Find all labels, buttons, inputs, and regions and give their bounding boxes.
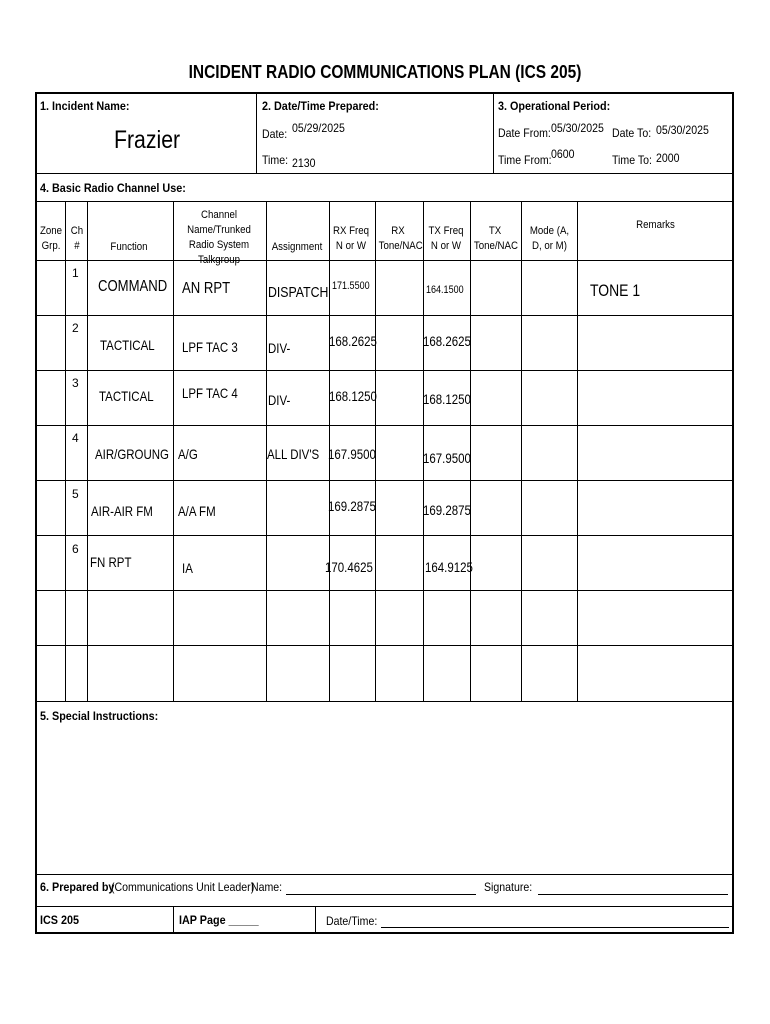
- col-header-zone: Zone Grp.: [39, 225, 63, 252]
- incident-name-label: 1. Incident Name:: [40, 99, 130, 113]
- rule-table-top: [35, 201, 734, 202]
- col-header-mode: Mode (A, D, or M): [529, 225, 570, 252]
- radio-channel-use-label: 4. Basic Radio Channel Use:: [40, 181, 186, 195]
- signature-field[interactable]: [538, 894, 728, 895]
- row-divider: [35, 480, 734, 481]
- time-value[interactable]: 2130: [292, 156, 316, 170]
- row-3-tx-freq[interactable]: 168.1250: [423, 391, 471, 407]
- col-divider: [65, 201, 66, 701]
- row-3-ch: 3: [72, 376, 79, 390]
- row-2-assignment[interactable]: DIV-: [268, 340, 291, 356]
- col-header-channel: Channel Name/Trunked Radio System Talkgroup: [187, 209, 251, 266]
- row-4-channel[interactable]: A/G: [178, 446, 198, 462]
- row-4-tx-freq[interactable]: 167.9500: [423, 450, 471, 466]
- footer-divider-2: [315, 906, 316, 933]
- col-divider: [87, 201, 88, 701]
- row-2-channel[interactable]: LPF TAC 3: [182, 339, 238, 355]
- row-1-tx-freq[interactable]: 164.1500: [426, 284, 464, 296]
- col-divider: [577, 201, 578, 701]
- row-3-channel[interactable]: LPF TAC 4: [182, 385, 238, 401]
- row-4-assignment[interactable]: ALL DIV'S: [267, 446, 320, 462]
- col-header-rx-tone: RX Tone/NAC: [378, 225, 423, 252]
- row-divider: [35, 425, 734, 426]
- rule-table-bottom: [35, 701, 734, 702]
- footer-divider-1: [173, 906, 174, 933]
- prepared-by-role: (Communications Unit Leader): [111, 880, 255, 894]
- row-3-rx-freq[interactable]: 168.1250: [329, 388, 377, 404]
- rule-before-prepared: [35, 874, 734, 875]
- row-5-channel[interactable]: A/A FM: [178, 503, 216, 519]
- special-instructions-label: 5. Special Instructions:: [40, 709, 159, 723]
- row-6-rx-freq[interactable]: 170.4625: [325, 559, 373, 575]
- date-to-value[interactable]: 05/30/2025: [656, 123, 709, 137]
- col-header-tx-freq: TX Freq N or W: [428, 225, 464, 252]
- row-1-ch: 1: [72, 266, 79, 280]
- row-1-remarks[interactable]: TONE 1: [590, 281, 641, 300]
- row-6-function[interactable]: FN RPT: [90, 554, 132, 570]
- row-1-function[interactable]: COMMAND: [98, 278, 168, 295]
- form-title: INCIDENT RADIO COMMUNICATIONS PLAN (ICS 205): [188, 62, 582, 82]
- row-6-tx-freq[interactable]: 164.9125: [425, 559, 473, 575]
- col-header-remarks: Remarks: [636, 219, 675, 231]
- incident-name-value[interactable]: Frazier: [114, 126, 181, 154]
- col-divider: [173, 201, 174, 701]
- col-header-function: Function: [110, 241, 148, 253]
- row-5-ch: 5: [72, 487, 79, 501]
- time-to-value[interactable]: 2000: [656, 151, 680, 165]
- name-label: Name:: [251, 880, 283, 894]
- prepared-by-label: 6. Prepared by: [40, 880, 115, 894]
- row-5-rx-freq[interactable]: 169.2875: [328, 498, 376, 514]
- date-from-label: Date From:: [498, 126, 551, 140]
- row-4-rx-freq[interactable]: 167.9500: [328, 446, 376, 462]
- rule-header-bottom: [35, 260, 734, 261]
- row-5-function[interactable]: AIR-AIR FM: [91, 503, 153, 519]
- row-2-tx-freq[interactable]: 168.2625: [423, 333, 471, 349]
- date-from-value[interactable]: 05/30/2025: [551, 121, 604, 135]
- rule-before-footer: [35, 906, 734, 907]
- date-time-prepared-label: 2. Date/Time Prepared:: [262, 99, 379, 113]
- col-header-ch: Ch #: [70, 225, 84, 252]
- iap-page-label: IAP Page _____: [179, 913, 259, 927]
- row-divider: [35, 315, 734, 316]
- date-to-label: Date To:: [612, 126, 652, 140]
- name-field[interactable]: [286, 894, 476, 895]
- row-divider: [35, 370, 734, 371]
- time-from-label: Time From:: [498, 153, 552, 167]
- row-divider: [35, 645, 734, 646]
- divider-s2-s3: [493, 93, 494, 173]
- row-2-function[interactable]: TACTICAL: [100, 337, 155, 353]
- operational-period-label: 3. Operational Period:: [498, 99, 611, 113]
- datetime-field[interactable]: [381, 927, 729, 928]
- time-label: Time:: [262, 153, 289, 167]
- date-label: Date:: [262, 127, 288, 141]
- form-id: ICS 205: [40, 913, 80, 927]
- divider-s1-s2: [256, 93, 257, 173]
- row-2-rx-freq[interactable]: 168.2625: [329, 333, 377, 349]
- time-from-value[interactable]: 0600: [551, 147, 575, 161]
- datetime-label: Date/Time:: [326, 914, 378, 928]
- row-3-assignment[interactable]: DIV-: [268, 392, 291, 408]
- row-6-channel[interactable]: IA: [182, 560, 193, 576]
- row-4-ch: 4: [72, 431, 79, 445]
- row-2-ch: 2: [72, 321, 79, 335]
- special-instructions-field[interactable]: [37, 728, 732, 872]
- row-divider: [35, 590, 734, 591]
- col-header-assignment: Assignment: [271, 241, 323, 253]
- row-3-function[interactable]: TACTICAL: [99, 388, 154, 404]
- row-6-ch: 6: [72, 542, 79, 556]
- row-1-assignment[interactable]: DISPATCH: [268, 284, 329, 301]
- row-divider: [35, 535, 734, 536]
- signature-label: Signature:: [484, 880, 533, 894]
- row-5-tx-freq[interactable]: 169.2875: [423, 502, 471, 518]
- col-divider: [521, 201, 522, 701]
- date-value[interactable]: 05/29/2025: [292, 121, 345, 135]
- row-1-channel[interactable]: AN RPT: [182, 280, 231, 297]
- row-1-rx-freq[interactable]: 171.5500: [332, 280, 370, 292]
- row-4-function[interactable]: AIR/GROUNG: [95, 446, 169, 462]
- col-header-rx-freq: RX Freq N or W: [332, 225, 370, 252]
- rule-after-header: [35, 173, 734, 174]
- time-to-label: Time To:: [612, 153, 652, 167]
- col-header-tx-tone: TX Tone/NAC: [473, 225, 519, 252]
